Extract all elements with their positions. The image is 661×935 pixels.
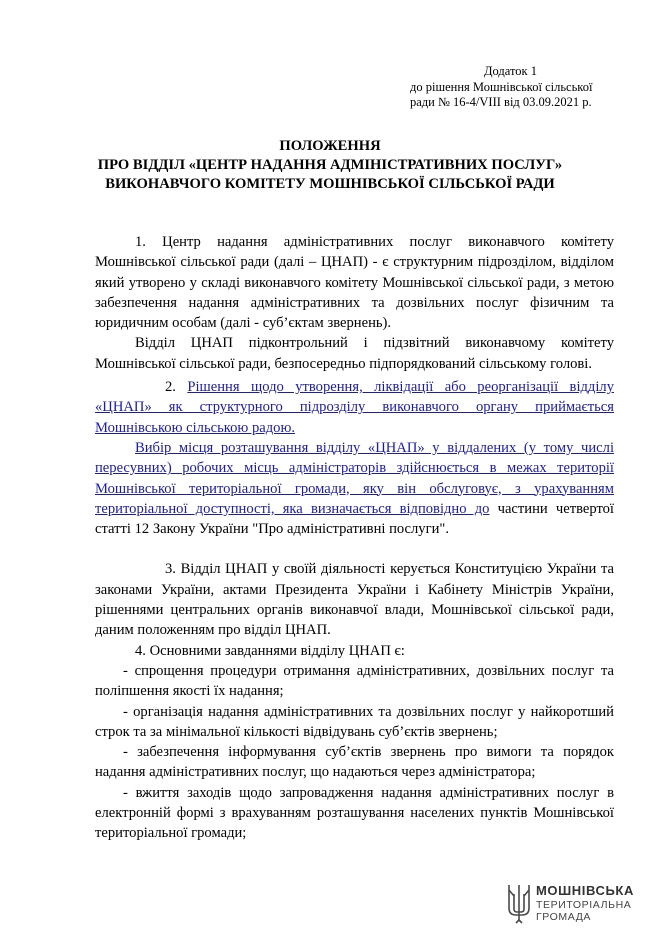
annex-line-2: до рішення Мошнівської сільської xyxy=(410,79,593,94)
paragraph-2-number: 2. xyxy=(165,379,188,396)
logo-subtitle-1: ТЕРИТОРІАЛЬНА xyxy=(536,899,632,911)
annex-line-1: Додаток 1 xyxy=(484,64,537,78)
duty-item-3: - забезпечення інформування суб’єктів звернень про вимоги та порядок надання адміністративних послуг, що надаються через адміністратора; xyxy=(95,744,614,781)
title-line-2: ПРО ВІДДІЛ «ЦЕНТР НАДАННЯ АДМІНІСТРАТИВНИХ ПОСЛУГ» xyxy=(97,157,563,173)
trident-icon xyxy=(506,882,532,924)
paragraph-2 xyxy=(95,377,614,438)
community-logo xyxy=(506,882,646,926)
document-body xyxy=(95,232,614,844)
logo-subtitle-2: ГРОМАДА xyxy=(536,911,592,923)
paragraph-4: 4. Основними завданнями відділу ЦНАП є: xyxy=(135,642,405,659)
annex-header xyxy=(408,64,638,111)
paragraph-2b-link[interactable]: Вибір місця розташування відділу «ЦНАП» у віддалених (у тому числі пересувних) робочих місць адміністраторів здійснюється в межах території Мошнівської територіальної громади, яку він обслуговує, з урахуванням територіальної доступності, яка визначається відповідно до xyxy=(95,439,614,517)
paragraph-2b xyxy=(95,438,614,539)
paragraph-1: 1. Центр надання адміністративних послуг виконавчого комітету Мошнівської сільської ради (далі – ЦНАП) - є структурним підрозділом, відділом який утворено у складі виконавчого комітету Мошнівської сільської ради, з метою забезпечення надання адміністративних та дозвільних послуг фізичним та юридичним особам (далі - суб’єктам звернень). xyxy=(95,234,614,332)
duty-item-4: - вжиття заходів щодо запровадження надання адміністративних послуг в електронній формі з врахуванням розташування населених пунктів Мошнівської територіальної громади; xyxy=(95,784,614,842)
title-line-1: ПОЛОЖЕННЯ xyxy=(279,138,381,154)
duty-item-2: - організація надання адміністративних та дозвільних послуг у найкоротший строк та за мінімальної кількості відвідувань суб’єктів звернень; xyxy=(95,703,614,740)
title-line-3: ВИКОНАВЧОГО КОМІТЕТУ МОШНІВСЬКОЇ СІЛЬСЬКОЇ РАДИ xyxy=(105,176,555,192)
annex-line-3: ради № 16-4/VIII від 03.09.2021 р. xyxy=(410,95,592,109)
paragraph-1b: Відділ ЦНАП підконтрольний і підзвітний виконавчому комітету Мошнівської сільської ради, безпосередньо підпорядкований сільському голові. xyxy=(95,335,614,372)
document-title xyxy=(40,137,620,194)
paragraph-2b-tail: частини четвертої статті 12 Закону України "Про адміністративні послуги". xyxy=(95,500,614,538)
paragraph-2-link[interactable]: Рішення щодо утворення, ліквідації або реорганізації відділу «ЦНАП» як структурного підрозділу виконавчого органу приймається Мошнівською сільською радою. xyxy=(95,379,614,436)
logo-name: МОШНІВСЬКА xyxy=(536,883,634,898)
duty-item-1: - спрощення процедури отримання адміністративних, дозвільних послуг та поліпшення якості їх надання; xyxy=(95,662,614,700)
paragraph-3: 3. Відділ ЦНАП у своїй діяльності керується Конституцією України та законами України, актами Президента України і Кабінету Міністрів України, рішеннями центральних органів виконавчої влади, Мошнівської сільської ради, даним положенням про відділ ЦНАП. xyxy=(95,561,614,639)
